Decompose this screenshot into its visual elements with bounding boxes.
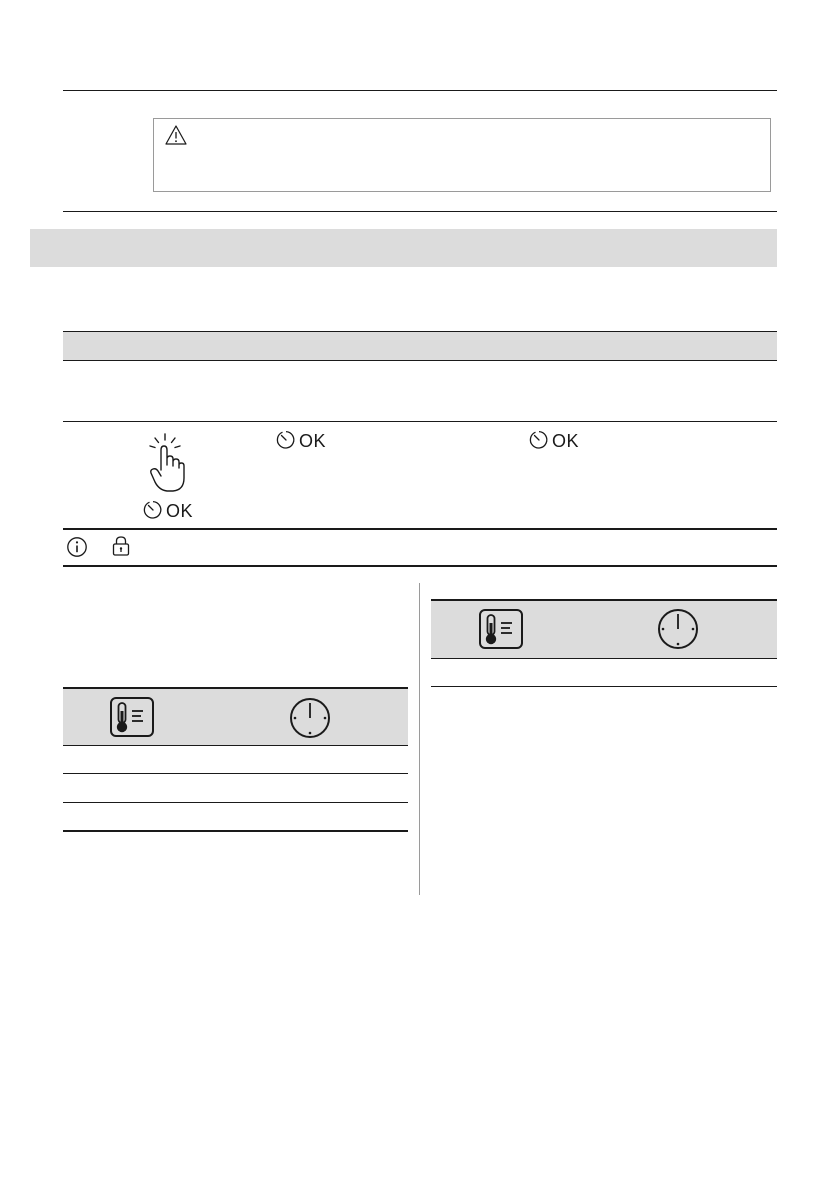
top-rule <box>63 90 777 91</box>
note-bottom-rule <box>63 565 777 567</box>
clock-icon <box>657 608 699 650</box>
finger-touch-icon <box>143 432 187 494</box>
timer-icon <box>142 499 164 521</box>
column-divider <box>419 583 420 895</box>
lock-icon <box>111 535 131 557</box>
thermometer-icon <box>479 609 523 649</box>
warning-bottom-rule <box>63 211 777 212</box>
ok-label: OK <box>166 501 194 521</box>
warning-triangle-icon <box>165 125 187 145</box>
left-table-bottom-rule <box>63 830 408 832</box>
ok-label: OK <box>299 431 327 451</box>
table-row-divider <box>63 421 777 422</box>
table-header <box>63 331 777 361</box>
note-top-rule <box>63 528 777 530</box>
info-icon <box>66 536 88 558</box>
clock-icon <box>289 697 331 739</box>
ok-label: OK <box>552 431 580 451</box>
left-table-row-rule <box>63 773 408 774</box>
left-table-row-rule <box>63 802 408 803</box>
warning-box <box>153 118 771 192</box>
timer-icon <box>275 429 297 451</box>
right-table-row-rule <box>431 686 777 687</box>
section-heading-band <box>30 229 777 267</box>
timer-icon <box>528 429 550 451</box>
thermometer-icon <box>110 697 154 737</box>
